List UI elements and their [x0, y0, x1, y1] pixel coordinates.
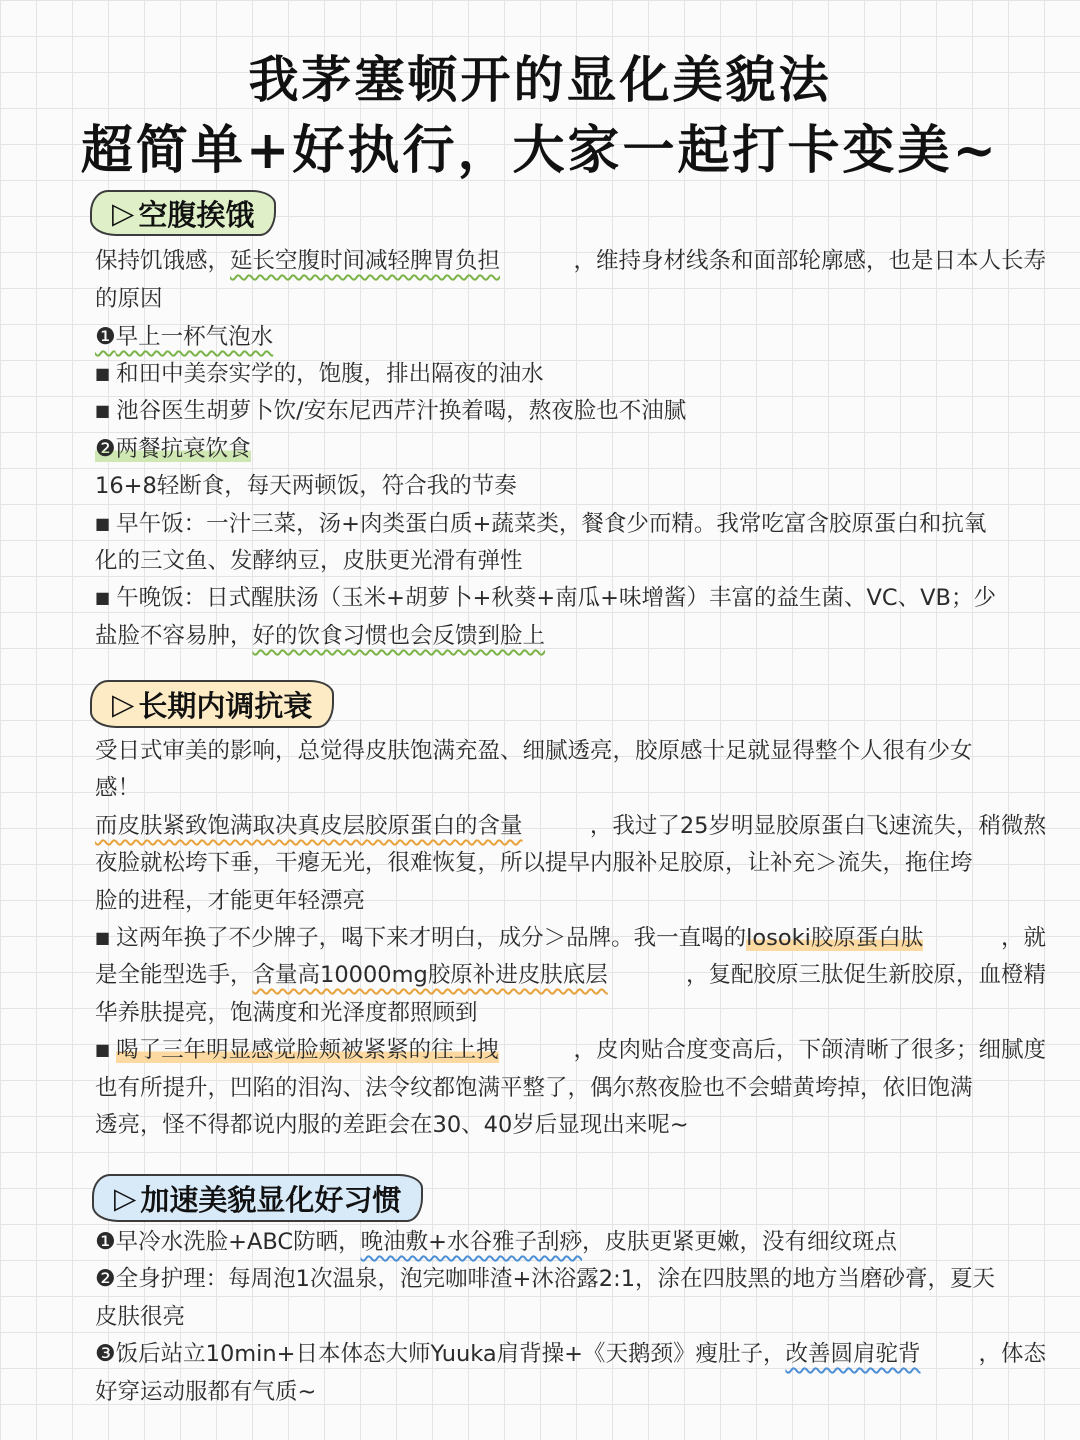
- square-bullet-icon: ■: [95, 588, 111, 607]
- highlighted-phrase: 晚油敷+水谷雅子刮痧: [360, 1229, 582, 1255]
- highlighted-phrase: 而皮肤紧致饱满取决真皮层胶原蛋白的含量: [95, 813, 523, 839]
- number-one-icon: ❶: [95, 324, 116, 350]
- list-item-heading: ❶早上一杯气泡水: [95, 324, 274, 350]
- highlighted-phrase: 改善圆肩驼背: [785, 1341, 921, 1367]
- list-item: ❸饭后站立10min+日本体态大师Yuuka肩背操+《天鹅颈》瘦肚子，改善圆肩驼背 ，体态: [95, 1341, 1046, 1367]
- highlighted-phrase: 好的饮食习惯也会反馈到脸上: [252, 623, 546, 649]
- number-two-icon: ❷: [95, 436, 116, 462]
- bullet-line: ■ 和田中美奈实学的，饱腹，排出隔夜的油水: [95, 361, 544, 387]
- section-tag-label: 加速美貌显化好习惯: [140, 1182, 402, 1217]
- section-tag-habits: [92, 1174, 423, 1222]
- paragraph-line: 夜脸就松垮下垂，干瘪无光，很难恢复，所以提早内服补足胶原，让补充＞流失，拖住垮: [95, 850, 973, 876]
- bullet-line-continued: 也有所提升，凹陷的泪沟、法令纹都饱满平整了，偶尔熬夜脸也不会蜡黄垮掉，依旧饱满: [95, 1075, 973, 1101]
- paragraph-line: 受日式审美的影响，总觉得皮肤饱满充盈、细腻透亮，胶原感十足就显得整个人很有少女: [95, 738, 973, 764]
- list-item-continued: 皮肤很亮: [95, 1304, 186, 1330]
- paragraph-line: 16+8轻断食，每天两顿饭，符合我的节奏: [95, 473, 517, 499]
- square-bullet-icon: ■: [95, 364, 111, 383]
- list-item-heading: ❷两餐抗衰饮食: [95, 436, 251, 462]
- bullet-line: ■ 喝了三年明显感觉脸颊被紧紧的往上拽 ，皮肉贴合度变高后，下颌清晰了很多；细腻度: [95, 1037, 1046, 1063]
- bullet-line-continued: 盐脸不容易肿，好的饮食习惯也会反馈到脸上: [95, 623, 546, 649]
- page-title: 我茅塞顿开的显化美貌法: [248, 50, 832, 109]
- bullet-line-continued: 是全能型选手，含量高10000mg胶原补进皮肤底层 ，复配胶原三肽促生新胶原，血橙精: [95, 962, 1046, 988]
- triangle-right-icon: ▷: [114, 1181, 137, 1215]
- bullet-line-continued: 华养肤提亮，饱满度和光泽度都照顾到: [95, 1000, 478, 1026]
- bullet-line: ■ 池谷医生胡萝卜饮/安东尼西芹汁换着喝，熬夜脸也不油腻: [95, 398, 687, 424]
- square-bullet-icon: ■: [95, 928, 111, 947]
- bullet-line-continued: 化的三文鱼、发酵纳豆，皮肤更光滑有弹性: [95, 548, 523, 574]
- number-two-icon: ❷: [95, 1266, 116, 1292]
- bullet-line: ■ 这两年换了不少牌子，喝下来才明白，成分＞品牌。我一直喝的losoki胶原蛋白肽 ，就: [95, 925, 1046, 951]
- number-three-icon: ❸: [95, 1341, 116, 1367]
- square-bullet-icon: ■: [95, 401, 111, 420]
- section-tag-fasting: [90, 190, 276, 236]
- list-item: ❶早冷水洗脸+ABC防晒，晚油敷+水谷雅子刮痧，皮肤更紧更嫩，没有细纹斑点: [95, 1229, 897, 1255]
- brand-highlight: losoki胶原蛋白肽: [746, 925, 924, 951]
- bullet-line: ■ 午晚饭：日式醒肤汤（玉米+胡萝卜+秋葵+南瓜+味增酱）丰富的益生菌、VC、VB；少: [95, 585, 996, 611]
- highlighted-phrase: 含量高10000mg胶原补进皮肤底层: [252, 962, 608, 988]
- paragraph-line: 脸的进程，才能更年轻漂亮: [95, 888, 366, 914]
- triangle-right-icon: ▷: [112, 687, 135, 721]
- paragraph-line: 而皮肤紧致饱满取决真皮层胶原蛋白的含量 ，我过了25岁明显胶原蛋白飞速流失，稍微熬: [95, 813, 1046, 839]
- section-tag-label: 空腹挨饿: [138, 197, 255, 232]
- section-tag-label: 长期内调抗衰: [138, 688, 313, 723]
- paragraph-line: 感！: [95, 775, 141, 801]
- section-tag-longterm: [90, 680, 334, 728]
- highlighted-phrase: 喝了三年明显感觉脸颊被紧紧的往上拽: [116, 1037, 499, 1063]
- paragraph-line: 的原因: [95, 286, 163, 312]
- list-item-continued: 好穿运动服都有气质~: [95, 1379, 317, 1405]
- number-one-icon: ❶: [95, 1229, 116, 1255]
- paragraph-line: 保持饥饿感，延长空腹时间减轻脾胃负担 ，维持身材线条和面部轮廓感，也是日本人长寿: [95, 248, 1046, 274]
- bullet-line: ■ 早午饭：一汁三菜，汤+肉类蛋白质+蔬菜类，餐食少而精。我常吃富含胶原蛋白和抗氧: [95, 511, 987, 537]
- list-item: ❷全身护理：每周泡1次温泉，泡完咖啡渣+沐浴露2:1，涂在四肢黑的地方当磨砂膏，夏天: [95, 1266, 996, 1292]
- highlighted-phrase: 延长空腹时间减轻脾胃负担: [230, 248, 501, 274]
- bullet-line-continued: 透亮，怪不得都说内服的差距会在30、40岁后显现出来呢~: [95, 1112, 689, 1138]
- triangle-right-icon: ▷: [112, 196, 135, 230]
- page-subtitle: 超简单+好执行，大家一起打卡变美~: [80, 120, 1000, 181]
- square-bullet-icon: ■: [95, 514, 111, 533]
- square-bullet-icon: ■: [95, 1040, 111, 1059]
